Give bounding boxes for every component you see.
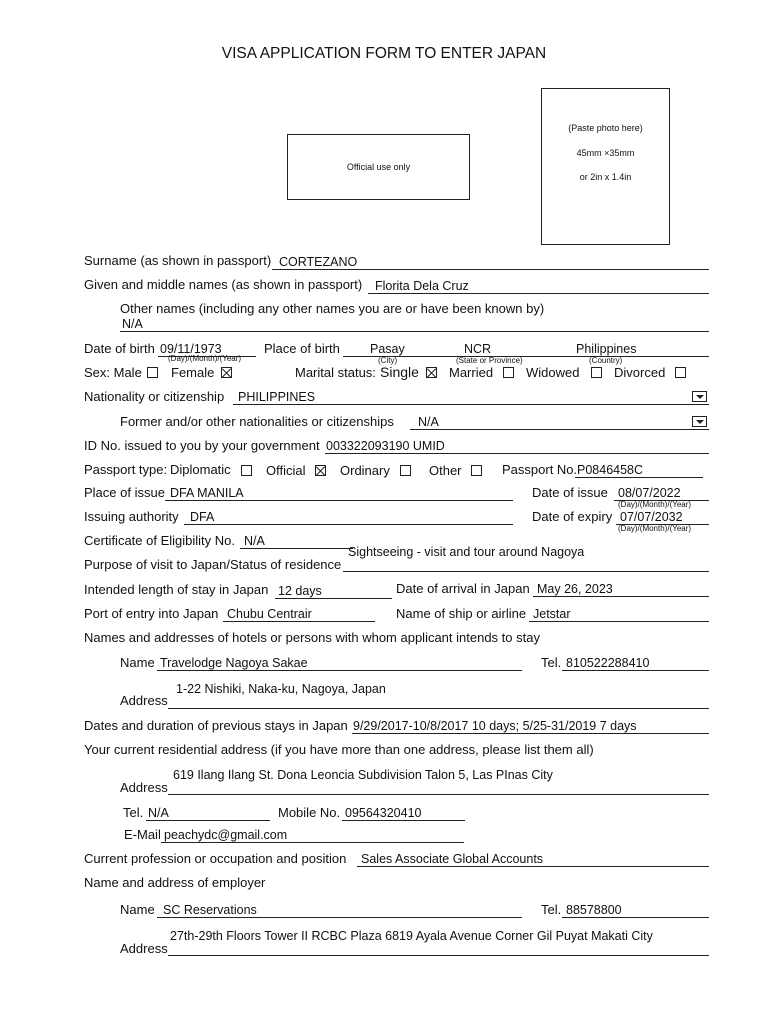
passport-official-checkbox[interactable] xyxy=(315,465,326,476)
surname-line xyxy=(272,269,709,270)
marital-married-checkbox[interactable] xyxy=(503,367,514,378)
sex-label: Sex: Male xyxy=(84,365,142,380)
port-of-entry-label: Port of entry into Japan xyxy=(84,606,219,621)
stay-length-line xyxy=(275,598,392,599)
marital-married-label: Married xyxy=(449,365,494,380)
former-nationality-label: Former and/or other nationalities or citizenships xyxy=(120,414,394,429)
hotel-name-line xyxy=(157,670,522,671)
arrival-date-value[interactable]: May 26, 2023 xyxy=(537,582,613,596)
stay-length-value[interactable]: 12 days xyxy=(278,584,322,598)
hotel-address-label: Address xyxy=(120,693,168,708)
photo-instruction: (Paste photo here) xyxy=(568,123,643,133)
marital-divorced-label: Divorced xyxy=(614,365,666,380)
passport-other-label: Other xyxy=(429,463,462,478)
passport-ordinary-label: Ordinary xyxy=(340,463,390,478)
id-no-line xyxy=(325,453,709,454)
coe-value[interactable]: N/A xyxy=(244,534,265,548)
employer-label: Name and address of employer xyxy=(84,875,266,890)
former-nationality-dropdown-icon[interactable] xyxy=(692,416,707,427)
employer-name-value[interactable]: SC Reservations xyxy=(163,903,257,917)
coe-line xyxy=(240,548,353,549)
marital-single-checkbox[interactable] xyxy=(426,367,437,378)
other-names-label: Other names (including any other names you are or have been known by) xyxy=(120,301,545,316)
purpose-value[interactable]: Sightseeing - visit and tour around Nagoya xyxy=(348,545,585,559)
place-of-issue-line xyxy=(165,500,513,501)
airline-line xyxy=(529,621,709,622)
place-of-birth-label: Place of birth xyxy=(264,341,340,356)
birth-state-sub: (State or Province) xyxy=(456,356,523,365)
residential-tel-label: Tel. xyxy=(123,805,144,820)
residential-address-label: Address xyxy=(120,780,168,795)
other-names-value[interactable]: N/A xyxy=(122,317,143,331)
marital-single-label: Single xyxy=(380,364,419,380)
photo-size-in: or 2in x 1.4in xyxy=(579,172,632,182)
birth-country-value[interactable]: Philippines xyxy=(576,342,637,356)
surname-label: Surname (as shown in passport) xyxy=(84,253,272,268)
birth-country-sub: (Country) xyxy=(589,356,623,365)
other-names-line xyxy=(120,331,709,332)
email-value[interactable]: peachydc@gmail.com xyxy=(164,828,288,842)
birth-state-value[interactable]: NCR xyxy=(464,342,492,356)
dob-format: (Day)/(Month)/(Year) xyxy=(168,354,242,363)
passport-no-line xyxy=(575,477,703,478)
airline-label: Name of ship or airline xyxy=(396,606,527,621)
coe-label: Certificate of Eligibility No. xyxy=(84,533,235,548)
passport-no-value[interactable]: P0846458C xyxy=(577,463,644,477)
place-of-issue-value[interactable]: DFA MANILA xyxy=(170,486,244,500)
mobile-label: Mobile No. xyxy=(278,805,341,820)
id-no-label: ID No. issued to you by your government xyxy=(84,438,320,453)
date-of-expiry-value[interactable]: 07/07/2032 xyxy=(620,510,683,524)
date-of-issue-format: (Day)/(Month)/(Year) xyxy=(618,500,692,509)
passport-official-label: Official xyxy=(266,463,306,478)
profession-label: Current profession or occupation and position xyxy=(84,851,347,866)
given-names-label: Given and middle names (as shown in passport) xyxy=(84,277,363,292)
hotel-name-label: Name xyxy=(120,655,155,670)
hotel-tel-value[interactable]: 810522288410 xyxy=(566,656,650,670)
hotels-label: Names and addresses of hotels or persons with whom applicant intends to stay xyxy=(84,630,540,645)
passport-diplomatic-checkbox[interactable] xyxy=(241,465,252,476)
nationality-line xyxy=(233,404,709,405)
profession-value[interactable]: Sales Associate Global Accounts xyxy=(361,852,544,866)
employer-address-label: Address xyxy=(120,941,168,956)
purpose-label: Purpose of visit to Japan/Status of residence xyxy=(84,557,342,572)
arrival-date-line xyxy=(533,596,709,597)
issuing-authority-label: Issuing authority xyxy=(84,509,179,524)
residential-tel-value[interactable]: N/A xyxy=(148,806,169,820)
airline-value[interactable]: Jetstar xyxy=(533,607,571,621)
former-nationality-line xyxy=(410,429,709,430)
employer-tel-line xyxy=(562,917,709,918)
marital-widowed-checkbox[interactable] xyxy=(591,367,602,378)
surname-value[interactable]: CORTEZANO xyxy=(279,255,358,269)
port-of-entry-value[interactable]: Chubu Centrair xyxy=(227,607,312,621)
passport-type-label: Passport type: xyxy=(84,462,168,477)
former-nationality-value[interactable]: N/A xyxy=(418,415,439,429)
passport-other-checkbox[interactable] xyxy=(471,465,482,476)
issuing-authority-value[interactable]: DFA xyxy=(190,510,215,524)
official-use-box xyxy=(287,134,470,200)
residential-address-line xyxy=(168,794,709,795)
sex-female-label: Female xyxy=(171,365,215,380)
passport-no-label: Passport No. xyxy=(502,462,578,477)
residential-label: Your current residential address (if you have more than one address, please list them all) xyxy=(84,742,594,757)
date-of-issue-label: Date of issue xyxy=(532,485,608,500)
employer-address-line xyxy=(168,955,709,956)
passport-ordinary-checkbox[interactable] xyxy=(400,465,411,476)
email-line xyxy=(161,842,464,843)
photo-box[interactable] xyxy=(541,88,670,245)
profession-line xyxy=(357,866,709,867)
nationality-dropdown-icon[interactable] xyxy=(692,391,707,402)
purpose-line xyxy=(343,571,709,572)
place-of-birth-line xyxy=(343,356,709,357)
dob-label: Date of birth xyxy=(84,341,155,356)
sex-male-checkbox[interactable] xyxy=(147,367,158,378)
nationality-label: Nationality or citizenship xyxy=(84,389,225,404)
previous-stays-label: Dates and duration of previous stays in Japan xyxy=(84,718,348,733)
date-of-expiry-label: Date of expiry xyxy=(532,509,613,524)
place-of-issue-label: Place of issue xyxy=(84,485,165,500)
hotel-tel-label: Tel. xyxy=(541,655,562,670)
employer-tel-value[interactable]: 88578800 xyxy=(566,903,622,917)
birth-city-value[interactable]: Pasay xyxy=(370,342,405,356)
stay-length-label: Intended length of stay in Japan xyxy=(84,582,269,597)
date-of-expiry-format: (Day)/(Month)/(Year) xyxy=(618,524,692,533)
given-names-value[interactable]: Florita Dela Cruz xyxy=(375,279,469,293)
hotel-tel-line xyxy=(562,670,709,671)
residential-tel-line xyxy=(146,820,270,821)
employer-tel-label: Tel. xyxy=(541,902,562,917)
hotel-address-value[interactable]: 1-22 Nishiki, Naka-ku, Nagoya, Japan xyxy=(176,682,386,696)
birth-city-sub: (City) xyxy=(378,356,398,365)
marital-status-label: Marital status: xyxy=(295,365,376,380)
marital-widowed-label: Widowed xyxy=(526,365,580,380)
employer-address-value[interactable]: 27th-29th Floors Tower II RCBC Plaza 6819 Ayala Avenue Corner Gil Puyat Makati City xyxy=(170,929,653,943)
dob-value[interactable]: 09/11/1973 xyxy=(160,342,222,356)
marital-divorced-checkbox[interactable] xyxy=(675,367,686,378)
passport-diplomatic-label: Diplomatic xyxy=(170,462,231,477)
arrival-date-label: Date of arrival in Japan xyxy=(396,581,530,596)
mobile-value[interactable]: 09564320410 xyxy=(345,806,422,820)
id-no-value[interactable]: 003322093190 UMID xyxy=(326,439,445,453)
employer-name-line xyxy=(157,917,522,918)
hotel-address-line xyxy=(168,708,709,709)
hotel-name-value[interactable]: Travelodge Nagoya Sakae xyxy=(160,656,308,670)
date-of-issue-value[interactable]: 08/07/2022 xyxy=(618,486,681,500)
email-label: E-Mail xyxy=(124,827,161,842)
given-names-line xyxy=(368,293,709,294)
residential-address-value[interactable]: 619 Ilang Ilang St. Dona Leoncia Subdivision Talon 5, Las PInas City xyxy=(173,768,553,782)
previous-stays-line xyxy=(352,733,709,734)
official-use-label: Official use only xyxy=(346,162,411,172)
issuing-authority-line xyxy=(184,524,513,525)
nationality-value[interactable]: PHILIPPINES xyxy=(238,390,316,404)
port-of-entry-line xyxy=(223,621,375,622)
previous-stays-value[interactable]: 9/29/2017-10/8/2017 10 days; 5/25-31/2019 7 days xyxy=(353,719,637,733)
photo-size-mm: 45mm ×35mm xyxy=(576,148,635,158)
form-title: VISA APPLICATION FORM TO ENTER JAPAN xyxy=(221,45,547,62)
mobile-line xyxy=(342,820,465,821)
sex-female-checkbox[interactable] xyxy=(221,367,232,378)
employer-name-label: Name xyxy=(120,902,155,917)
